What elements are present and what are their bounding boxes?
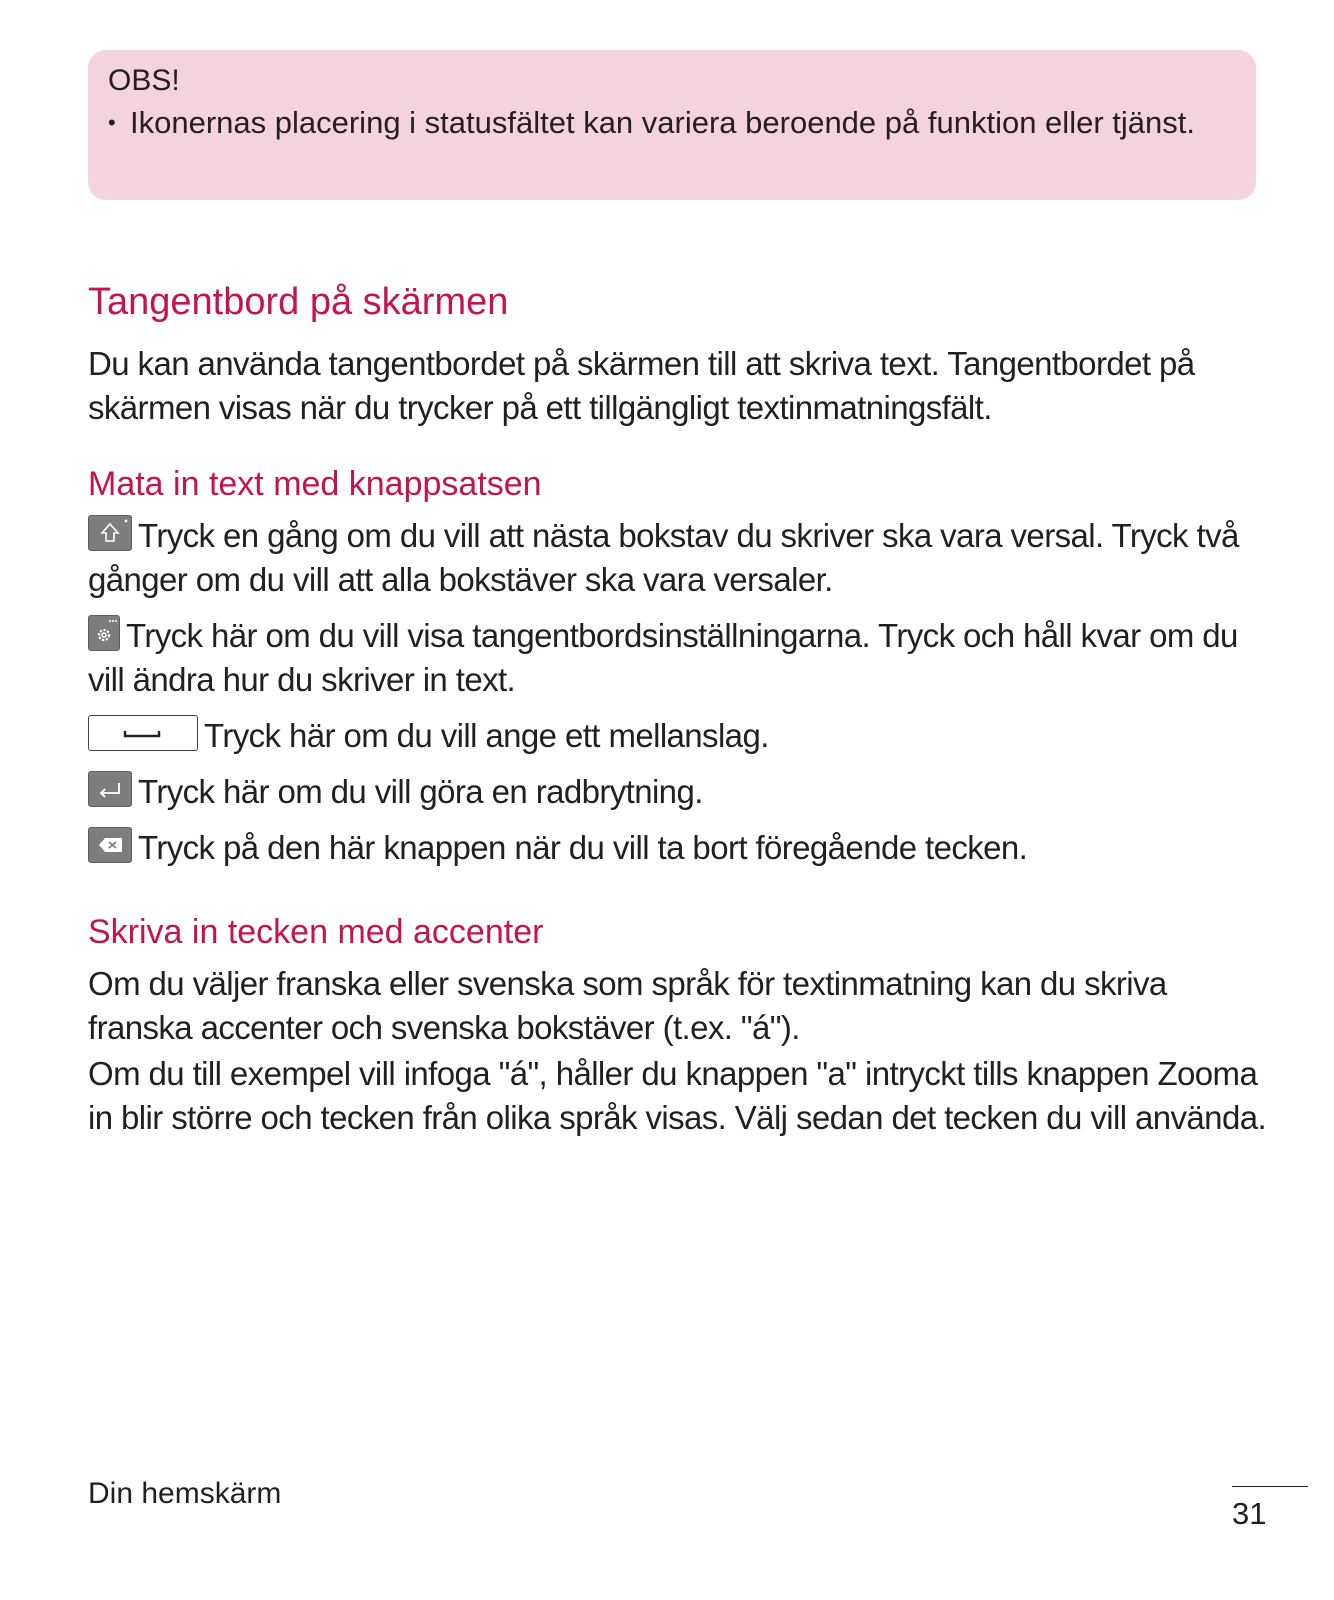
- footer-rule: [1232, 1486, 1308, 1487]
- space-key-description: Tryck här om du vill ange ett mellanslag.: [204, 717, 769, 754]
- enter-key-row: [88, 770, 1268, 814]
- note-item: [108, 104, 1234, 142]
- page-number: 31: [1232, 1496, 1267, 1531]
- settings-key-description: Tryck här om du vill visa tangentbordsinställningarna. Tryck och håll kvar om du vill ändra hur du skriver in text.: [88, 617, 1238, 698]
- delete-key-description: Tryck på den här knappen när du vill ta bort föregående tecken.: [138, 829, 1028, 866]
- enter-key-description: Tryck här om du vill göra en radbrytning.: [138, 773, 703, 810]
- note-item-text: Ikonernas placering i statusfältet kan variera beroende på funktion eller tjänst.: [130, 105, 1195, 140]
- shift-key-description: Tryck en gång om du vill att nästa bokstav du skriver ska vara versal. Tryck två gånger om du vill att alla bokstäver ska vara versaler.: [88, 517, 1239, 598]
- shift-key-row: [88, 514, 1268, 602]
- keypad-heading: Mata in text med knappsatsen: [88, 465, 542, 503]
- space-key-row: [88, 714, 1268, 758]
- footer-section-name: Din hemskärm: [88, 1477, 282, 1510]
- settings-key-row: [88, 614, 1268, 702]
- settings-key-icon: [88, 615, 120, 651]
- space-key-icon: [88, 715, 198, 751]
- note-title: OBS!: [108, 64, 180, 97]
- accents-paragraph-1: Om du väljer franska eller svenska som språk för textinmatning kan du skriva franska accenter och svenska bokstäver (t.ex. "á").: [88, 965, 1167, 1046]
- delete-key-icon: [88, 827, 132, 863]
- shift-key-icon: [88, 515, 132, 551]
- accents-heading: Skriva in tecken med accenter: [88, 913, 544, 951]
- section-heading: Tangentbord på skärmen: [88, 281, 509, 323]
- enter-key-icon: [88, 771, 132, 807]
- bullet-icon: •: [108, 110, 116, 135]
- accents-paragraph-2: Om du till exempel vill infoga "á", håller du knappen "a" intryckt tills knappen Zooma in blir större och tecken från olika språk visas. Välj sedan det tecken du vill använda.: [88, 1055, 1267, 1136]
- section-intro: Du kan använda tangentbordet på skärmen till att skriva text. Tangentbordet på skärmen visas när du trycker på ett tillgängligt textinmatningsfält.: [88, 345, 1195, 426]
- note-box: [88, 50, 1256, 200]
- delete-key-row: [88, 826, 1268, 870]
